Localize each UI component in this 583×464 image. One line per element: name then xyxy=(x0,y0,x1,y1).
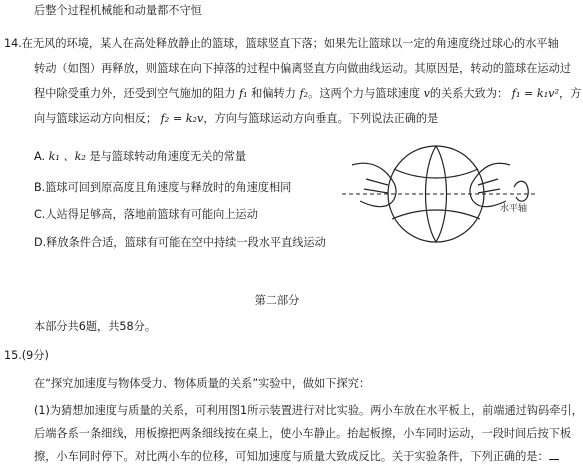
part-2-title: 第二部分 xyxy=(254,294,300,307)
q14-text-4a: 向与篮球运动方向相反； xyxy=(34,112,158,125)
ball-seam-lower xyxy=(392,210,480,219)
f2-symbol: f₂ xyxy=(299,87,309,100)
q14-line-1 xyxy=(4,37,559,51)
k-symbols: k₁ 、k₂ xyxy=(48,150,86,163)
option-d: D.释放条件合适，篮球有可能在空中持续一段水平直线运动 xyxy=(34,236,326,249)
q15-line-2: (1)为猜想加速度与质量的关系，可利用图1所示装置进行对比实验。两小车放在水平板上，前端通过钩码牵引， xyxy=(34,404,583,417)
rotation-arrow-icon xyxy=(514,181,528,201)
previous-answer-tail: 后整个过程机械能和动量都不守恒 xyxy=(34,4,202,17)
formula-f2: f₂ = k₂v xyxy=(160,112,204,125)
q15-line-1: 在“探究加速度与物体受力、物体质量的关系”实验中，做如下探究： xyxy=(34,377,371,390)
right-fingers xyxy=(478,179,500,193)
basketball-figure xyxy=(342,139,546,249)
q14-text-3c: 。这两个力与篮球速度 xyxy=(308,87,421,100)
answer-blank xyxy=(549,449,559,460)
q14-line-3 xyxy=(34,87,581,101)
option-b: B.篮球可回到原高度且角速度与释放时的角速度相同 xyxy=(34,181,292,194)
q15-text-4: 擦，小车同时停下。对比两小车的位移，可知加速度与质量大致成反比。关于实验条件，下列正确的是： xyxy=(34,450,549,463)
q14-text-3b: 和偏转力 xyxy=(251,87,296,100)
q14-line-2: 转动（如图）再释放，则篮球在向下掉落的过程中偏离竖直方向做曲线运动。其原因是，转动的篮球在运动过 xyxy=(34,62,572,75)
left-fingers xyxy=(364,179,388,193)
q14-line-4 xyxy=(34,112,438,126)
option-a-prefix: A. xyxy=(34,150,46,163)
q14-text-4b: ，方向与篮球运动方向垂直。下列说法正确的是 xyxy=(203,112,439,125)
q14-text-1: 在无风的环境，某人在高处释放静止的篮球，篮球竖直下落；如果先让篮球以一定的角速度绕过球心的水平轴 xyxy=(21,37,559,50)
q14-text-3a: 程中除受重力外，还受到空气施加的阻力 xyxy=(34,87,236,100)
option-a-text: 是与篮球转动角速度无关的常量 xyxy=(89,150,247,163)
f1-symbol: f₁ xyxy=(238,87,248,100)
q14-number: 14. xyxy=(4,37,22,50)
formula-f1: f₁ = k₁v² xyxy=(511,87,559,100)
horizontal-axis-label: 水平轴 xyxy=(500,204,528,214)
q14-text-3e: ，方 xyxy=(558,87,582,100)
v-symbol: v xyxy=(423,87,430,100)
q15-score: (9分) xyxy=(21,349,49,362)
q15-number: 15. xyxy=(4,349,22,362)
ball-seam-upper xyxy=(394,169,478,178)
q15-header xyxy=(4,349,49,363)
q15-line-3: 后端各系一条细线，用板擦把两条细线按在桌上，使小车静止。抬起板擦，小车同时运动，一段时间后按下板 xyxy=(34,427,572,440)
option-c: C.人站得足够高，落地前篮球有可能向上运动 xyxy=(34,208,258,221)
part-2-intro: 本部分共6题，共58分。 xyxy=(34,320,157,333)
q14-text-3d: 的关系大致为： xyxy=(429,87,509,100)
q15-line-4 xyxy=(34,449,559,464)
option-a xyxy=(34,150,246,164)
